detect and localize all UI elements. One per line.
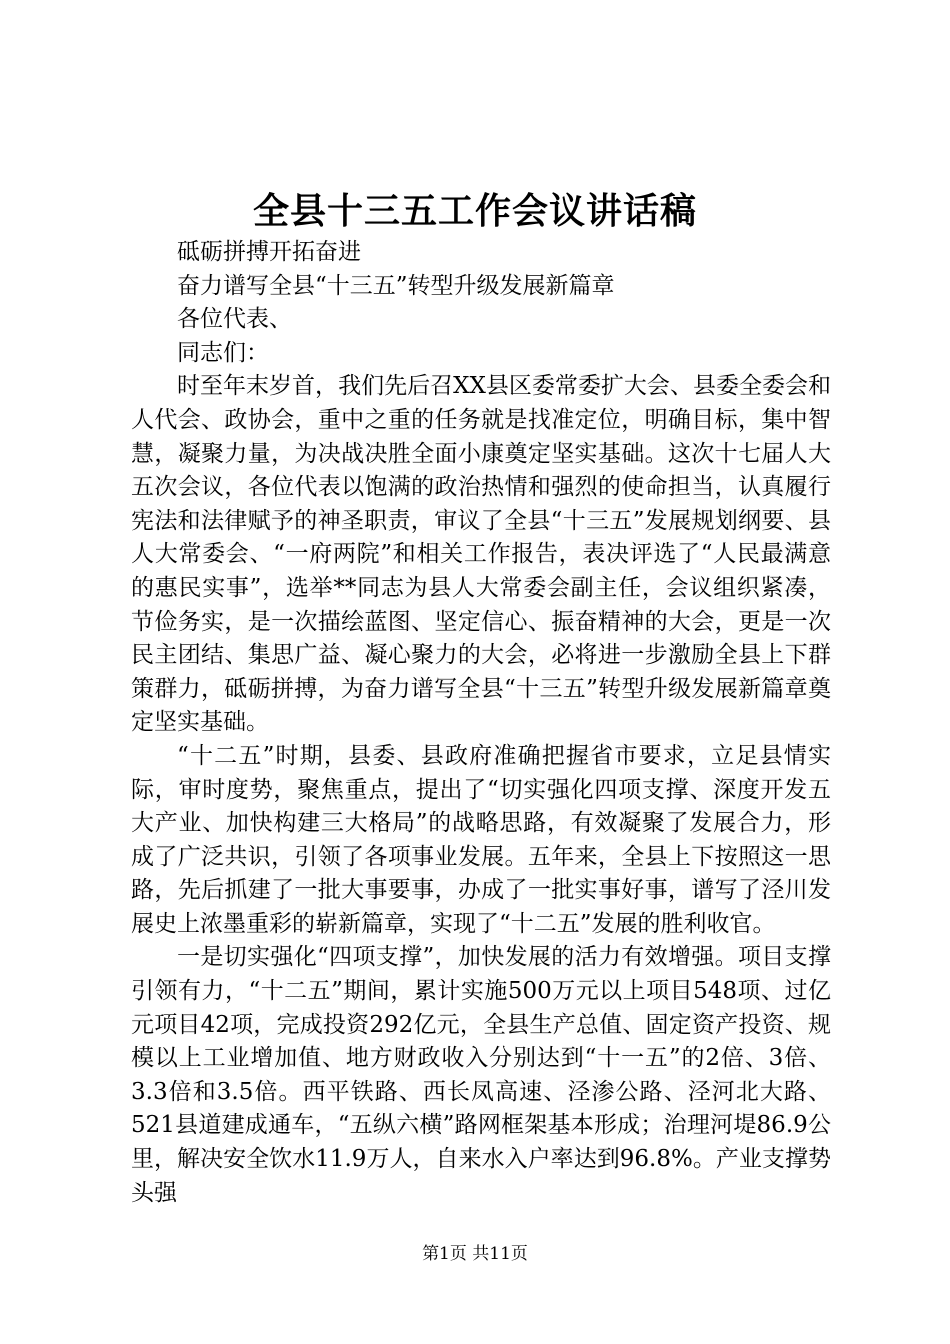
subtitle-line-1: 砥砺拼搏开拓奋进 xyxy=(177,239,361,265)
salutation-line-1: 各位代表、 xyxy=(177,306,292,333)
page-footer: 第1页 共11页 xyxy=(422,1244,528,1264)
body-paragraph: “十二五”时期，县委、县政府准确把握省市要求，立足县情实际，审时度势，聚焦重点，提出了“切实强化四项支撑、深度开发五大产业、加快构建三大格局”的战略思路，有效凝聚了发展合力，形成了广泛共识，引领了各项事业发展。五年来，全县上下按照这一思路，先后抓建了一批大事要事，办成了一批实事好事，谱写了泾川发展史上浓墨重彩的崭新篇章，实现了“十二五”发展的胜利收官。 xyxy=(131,742,831,937)
document-title: 全县十三五工作会议讲话稿 xyxy=(252,190,697,232)
body-paragraph: 一是切实强化“四项支撑”，加快发展的活力有效增强。项目支撑引领有力，“十二五”期间，累计实施500万元以上项目548项、过亿元项目42项，完成投资292亿元，全县生产总值、固定资产投资、规模以上工业增加值、地方财政收入分别达到“十一五”的2倍、3倍、3.3倍和3.5倍。西平铁路、西长凤高速、泾渗公路、泾河北大路、521县道建成通车，“五纵六横”路网框架基本形成；治理河堤86.9公里，解决安全饮水11.9万人，自来水入户率达到96.8%。产业支撑势头强 xyxy=(131,944,831,1206)
body-paragraph: 时至年末岁首，我们先后召XX县区委常委扩大会、县委全委会和人代会、政协会，重中之重的任务就是找准定位，明确目标，集中智慧，凝聚力量，为决战决胜全面小康奠定坚实基础。这次十七届人大五次会议，各位代表以饱满的政治热情和强烈的使命担当，认真履行宪法和法律赋予的神圣职责，审议了全县“十三五”发展规划纲要、县人大常委会、“一府两院”和相关工作报告，表决评选了“人民最满意的惠民实事”，选举**同志为县人大常委会副主任，会议组织紧凑，节俭务实，是一次描绘蓝图、坚定信心、振奋精神的大会，更是一次民主团结、集思广益、凝心聚力的大会，必将进一步激励全县上下群策群力，砥砺拼搏，为奋力谱写全县“十三五”转型升级发展新篇章奠定坚实基础。 xyxy=(131,373,831,736)
document-body xyxy=(131,236,831,1210)
salutation-line-2: 同志们： xyxy=(177,339,269,366)
subtitle-line-2: 奋力谱写全县“十三五”转型升级发展新篇章 xyxy=(177,272,615,299)
